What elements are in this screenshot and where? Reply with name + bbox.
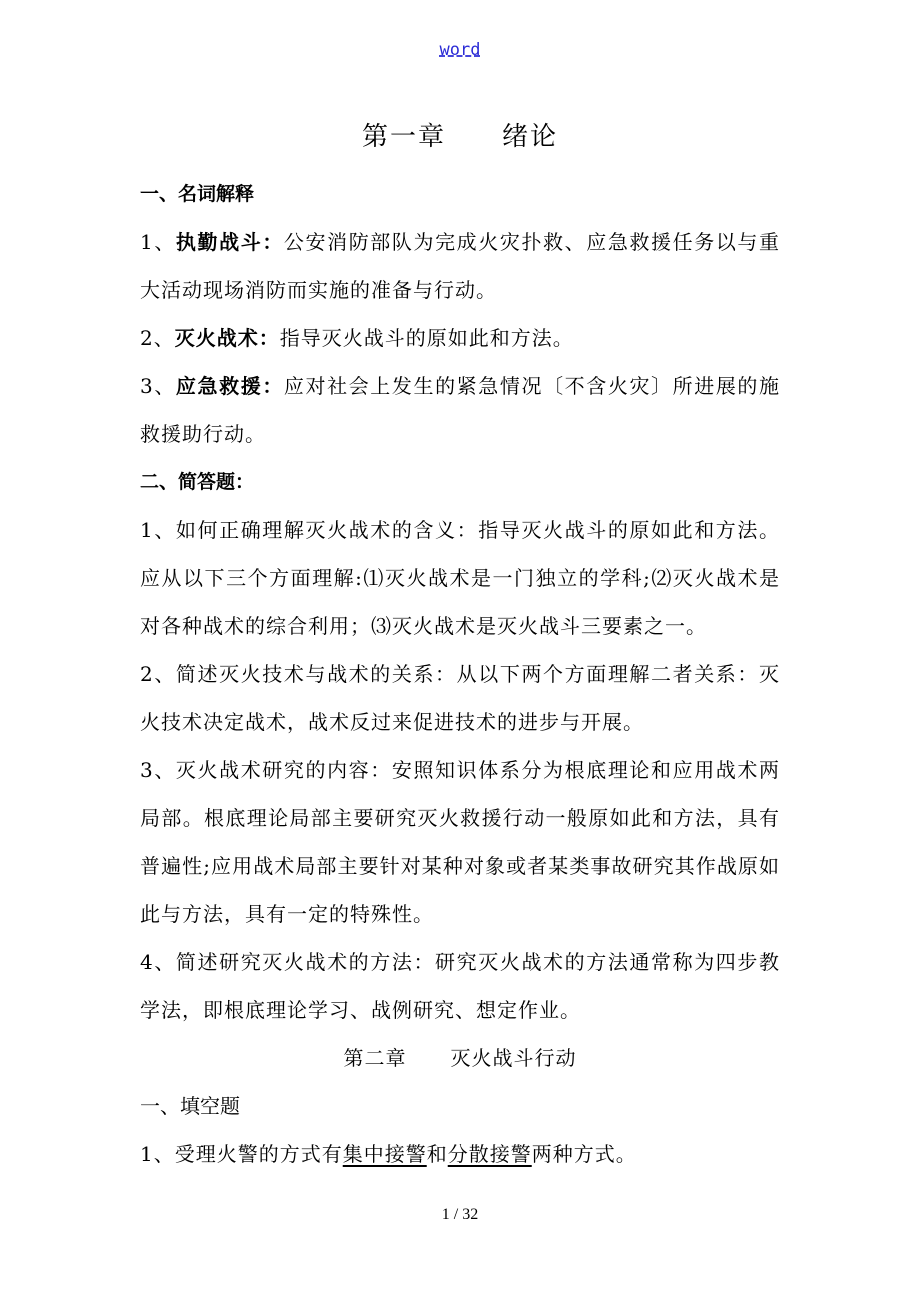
- header-word-link[interactable]: word: [439, 40, 481, 60]
- header-word-link-container: [0, 40, 920, 60]
- answer-item-3: 3、灭火战术研究的内容：安照知识体系分为根底理论和应用战术两局部。根底理论局部主要研究灭火救援行动一般原如此和方法，具有普遍性;应用战术局部主要针对某种对象或者某类事故研究其作战原如此与方法，具有一定的特殊性。: [140, 758, 780, 926]
- term-name: 灭火战术: [174, 326, 259, 350]
- term-item-3: [140, 362, 780, 458]
- term-number: 2、: [140, 326, 175, 350]
- section-heading-short-answer: 二、简答题：: [140, 471, 255, 493]
- fill-answer-blank: 分散接警: [447, 1142, 532, 1166]
- term-separator: ：: [262, 230, 284, 254]
- answer-item-2: 2、简述灭火技术与战术的关系：从以下两个方面理解二者关系：灭火技术决定战术，战术反过来促进技术的进步与开展。: [140, 662, 780, 734]
- page-number: 1 / 32: [441, 1206, 479, 1223]
- term-number: 1、: [140, 230, 176, 254]
- section-heading-fill-blank: 一、填空题: [140, 1094, 240, 1118]
- term-separator: ：: [258, 326, 280, 350]
- chapter2-title-number: 第二章: [343, 1046, 407, 1070]
- chapter1-title: [140, 116, 780, 158]
- chapter1-title-name: 绪论: [502, 122, 559, 152]
- answer-item-4: 4、简述研究灭火战术的方法：研究灭火战术的方法通常称为四步教学法，即根底理论学习、战例研究、想定作业。: [140, 950, 780, 1022]
- fill-prefix: 1、受理火警的方式有: [140, 1142, 343, 1166]
- term-definition: 公安消防部队为完成火灾扑救、应急救援任务以与重大活动现场消防而实施的准备与行动。: [140, 230, 781, 302]
- document-body: [140, 116, 780, 1178]
- chapter2-title: [140, 1034, 780, 1082]
- term-item-1: [140, 218, 780, 314]
- chapter2-title-name: 灭火战斗行动: [450, 1046, 577, 1070]
- term-item-2: [140, 314, 780, 362]
- term-definition: 指导灭火战斗的原如此和方法。: [279, 326, 574, 350]
- fill-answer-blank: 集中接警: [342, 1142, 427, 1166]
- term-number: 3、: [140, 374, 176, 398]
- fill-suffix: 两种方式。: [531, 1142, 637, 1166]
- chapter1-title-number: 第一章: [361, 122, 446, 152]
- fill-item-1: [140, 1130, 780, 1178]
- term-name: 应急救援: [175, 374, 263, 398]
- answer-item-1: 1、如何正确理解灭火战术的含义：指导灭火战斗的原如此和方法。应从以下三个方面理解:⑴灭火战术是一门独立的学科;⑵灭火战术是对各种战术的综合利用；⑶灭火战术是灭火战斗三要素之一。: [140, 518, 780, 638]
- fill-middle: 和: [426, 1142, 448, 1166]
- section-heading-terms: 一、名词解释: [140, 183, 255, 205]
- term-name: 执勤战斗: [175, 230, 263, 254]
- term-definition: 应对社会上发生的紧急情况〔不含火灾〕所进展的施救援助行动。: [140, 374, 781, 446]
- term-separator: ：: [262, 374, 284, 398]
